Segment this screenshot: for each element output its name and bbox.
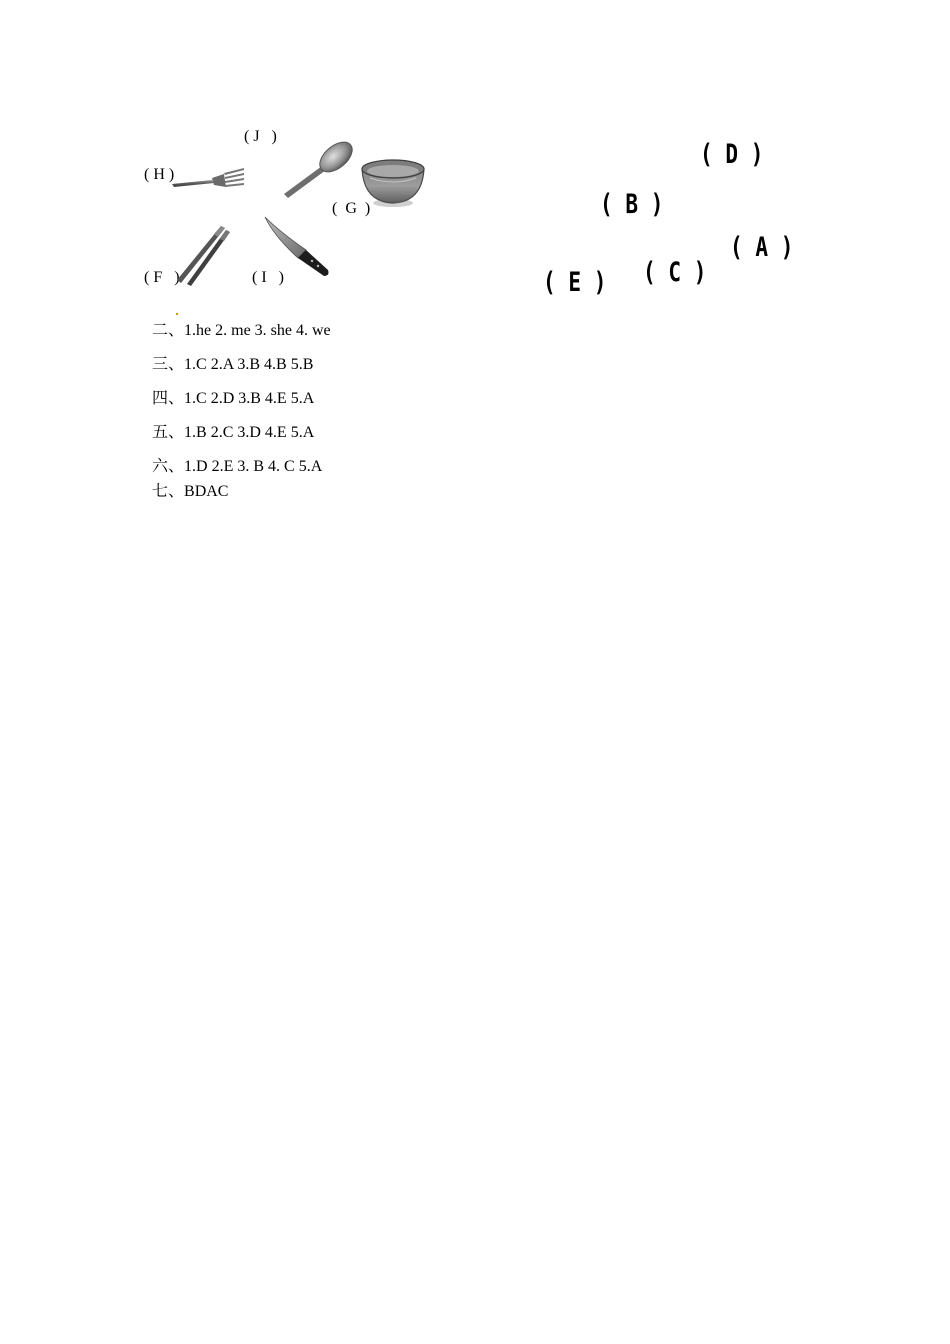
answer-text: 1.B 2.C 3.D 4.E 5.A <box>184 424 315 441</box>
label-j: ( J ) <box>244 128 277 145</box>
answer-text: 1.C 2.A 3.B 4.B 5.B <box>184 356 314 373</box>
label-g: ( G ) <box>332 200 371 217</box>
bowl-icon <box>360 154 426 208</box>
chopsticks-icon <box>174 222 234 286</box>
answer-text: 1.he 2. me 3. she 4. we <box>184 322 331 339</box>
big-label-c: ( C ) <box>643 257 707 288</box>
answer-line <box>144 462 228 502</box>
label-h: ( H ) <box>144 166 175 183</box>
answer-prefix: 四、 <box>152 390 185 407</box>
answer-text: BDAC <box>184 483 229 500</box>
big-label-b: ( B ) <box>600 189 664 220</box>
label-i: ( I ) <box>252 269 284 286</box>
big-label-d: ( D ) <box>700 139 764 170</box>
knife-icon <box>262 214 332 278</box>
big-label-e: ( E ) <box>543 267 607 298</box>
spoon-icon <box>280 140 356 200</box>
answer-prefix: 二、 <box>152 322 185 339</box>
decorative-dot <box>176 313 178 315</box>
answer-prefix: 三、 <box>152 356 185 373</box>
answer-text: 1.C 2.D 3.B 4.E 5.A <box>184 390 315 407</box>
big-label-a: ( A ) <box>730 232 794 263</box>
answer-prefix: 七、 <box>152 483 185 500</box>
answer-prefix: 六、 <box>152 458 185 475</box>
fork-icon <box>170 163 246 191</box>
answer-prefix: 五、 <box>152 424 185 441</box>
label-f: ( F ) <box>144 269 180 286</box>
answer-text: 1.D 2.E 3. B 4. C 5.A <box>184 458 323 475</box>
